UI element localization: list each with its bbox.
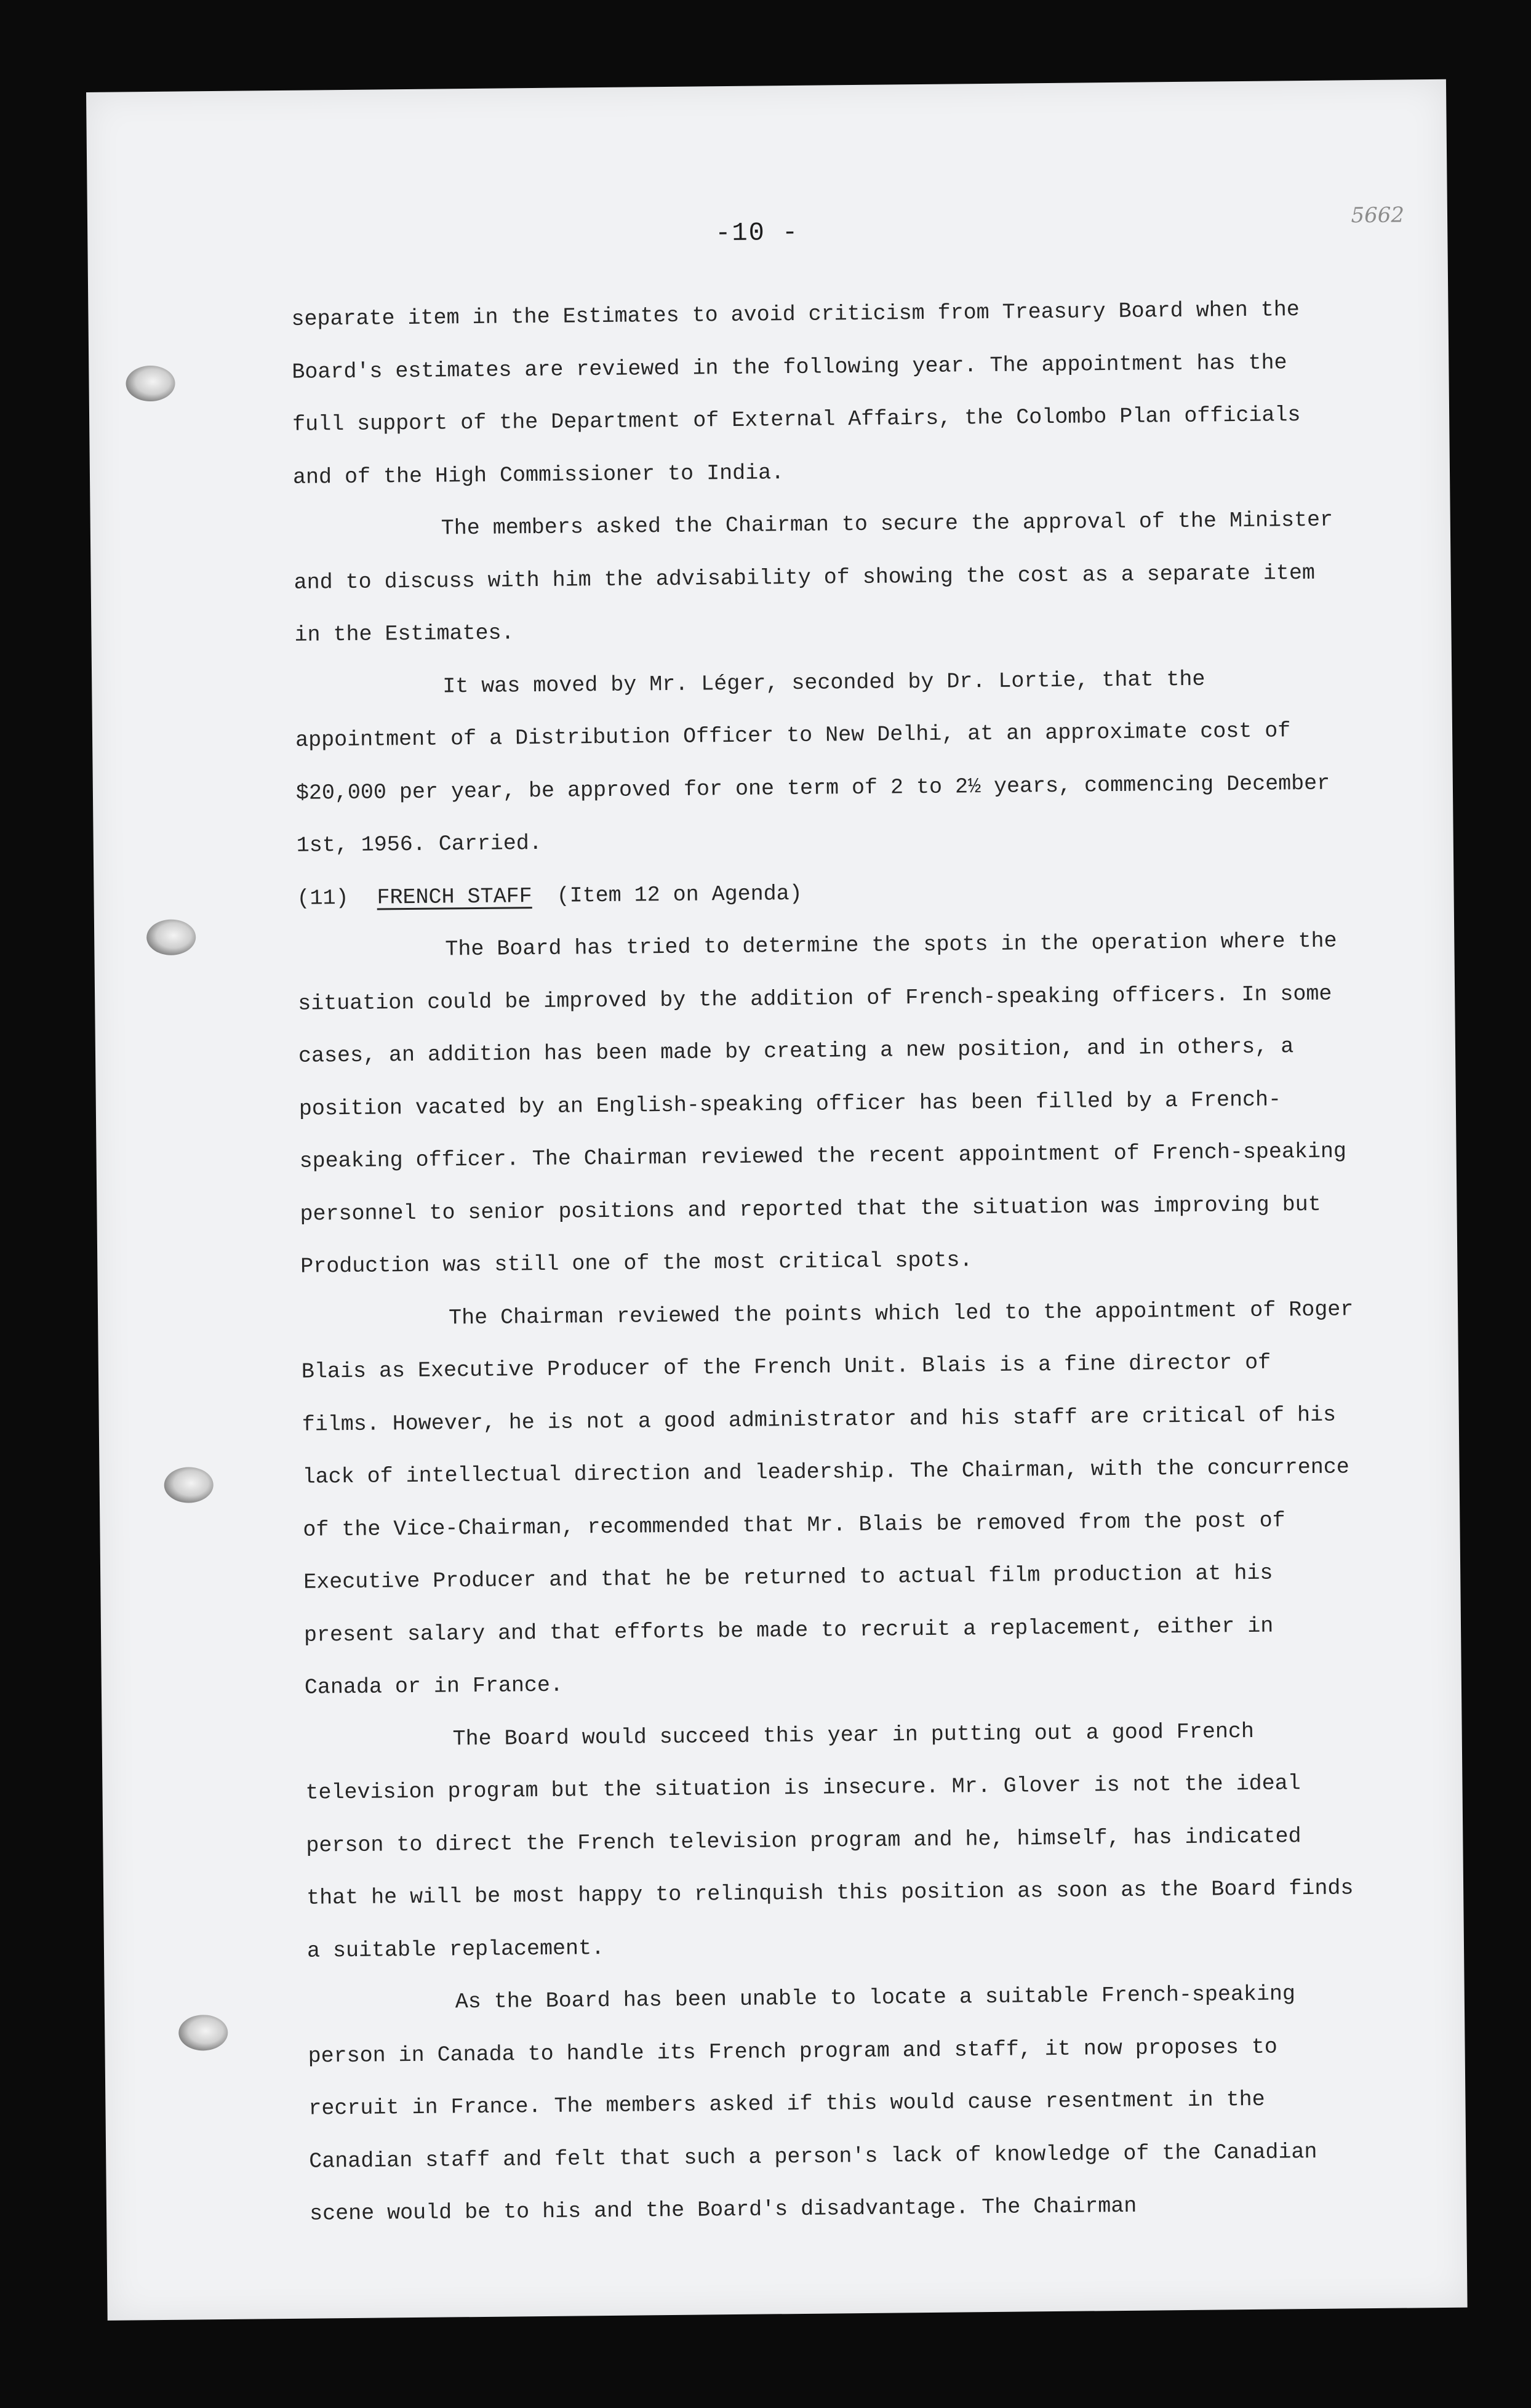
paragraph-french-speaking-officers: The Board has tried to determine the spots in the operation where the situation could be improved by the addition of French-speaking officers. In some cases, an addition has been made by creating a new position, and in others, a position vacated by an English-speaking officer has been filled by a French-speaking officer. The Chairman reviewed the recent appointment of French-speaking personnel to senior positions and reported that the situation was improving but Production was still one of the most critical spots.	[298, 928, 1347, 1279]
section-agenda-reference: (Item 12 on Agenda)	[556, 881, 802, 909]
punch-hole	[178, 2015, 228, 2051]
paragraph-minister-approval: The members asked the Chairman to secure the approval of the Minister and to discuss with him the advisability of showing the cost as a separate item in the Estimates.	[294, 507, 1333, 648]
paragraph-roger-blais: The Chairman reviewed the points which led to the appointment of Roger Blais as Executive Producer of the French Unit. Blais is a fine director of films. However, he is not a good administrator and his staff are critical of his lack of intellectual direction and leadership. The Chairman, with the concurrence of the Vice-Chairman, recommended that Mr. Blais be removed from the post of Executive Producer and that he be returned to actual film production at his present salary and that efforts be made to recruit a replacement, either in Canada or in France.	[301, 1296, 1354, 1700]
section-number: (11)	[297, 885, 349, 911]
section-title: FRENCH STAFF	[377, 883, 532, 910]
archive-page-number: 5662	[1351, 203, 1405, 228]
paragraph-motion-distribution-officer: It was moved by Mr. Léger, seconded by Dr. Lortie, that the appointment of a Distribution Officer to New Delhi, at an approximate cost of $20,000 per year, be approved for one term of 2 to 2½ years, commencing December 1st, 1956. Carried.	[295, 667, 1330, 858]
document-page	[86, 79, 1468, 2321]
punch-hole	[126, 366, 175, 402]
punch-hole	[164, 1467, 214, 1503]
punch-hole	[146, 919, 196, 955]
paragraph-estimates-continuation: separate item in the Estimates to avoid criticism from Treasury Board when the Board's estimates are reviewed in the following year. The appointment has the full support of the Department of External Affairs, the Colombo Plan officials and of the High Commissioner to India.	[291, 297, 1301, 490]
paragraph-french-television: The Board would succeed this year in putting out a good French television program but the situation is insecure. Mr. Glover is not the ideal person to direct the French television program and he, himself, has indicated that he will be most happy to relinquish this position as soon as the Board finds a suitable replacement.	[305, 1719, 1354, 1964]
page-number: -10 -	[715, 217, 799, 249]
section-heading	[297, 862, 1356, 925]
document-body	[291, 283, 1368, 2241]
paragraph-recruit-in-france: As the Board has been unable to locate a suitable French-speaking person in Canada to handle its French program and staff, it now proposes to recruit in France. The members asked if this would cause resentment in the Canadian staff and felt that such a person's lack of knowledge of the Canadian scene would be to his and the Board's disadvantage. The Chairman	[308, 1981, 1317, 2226]
